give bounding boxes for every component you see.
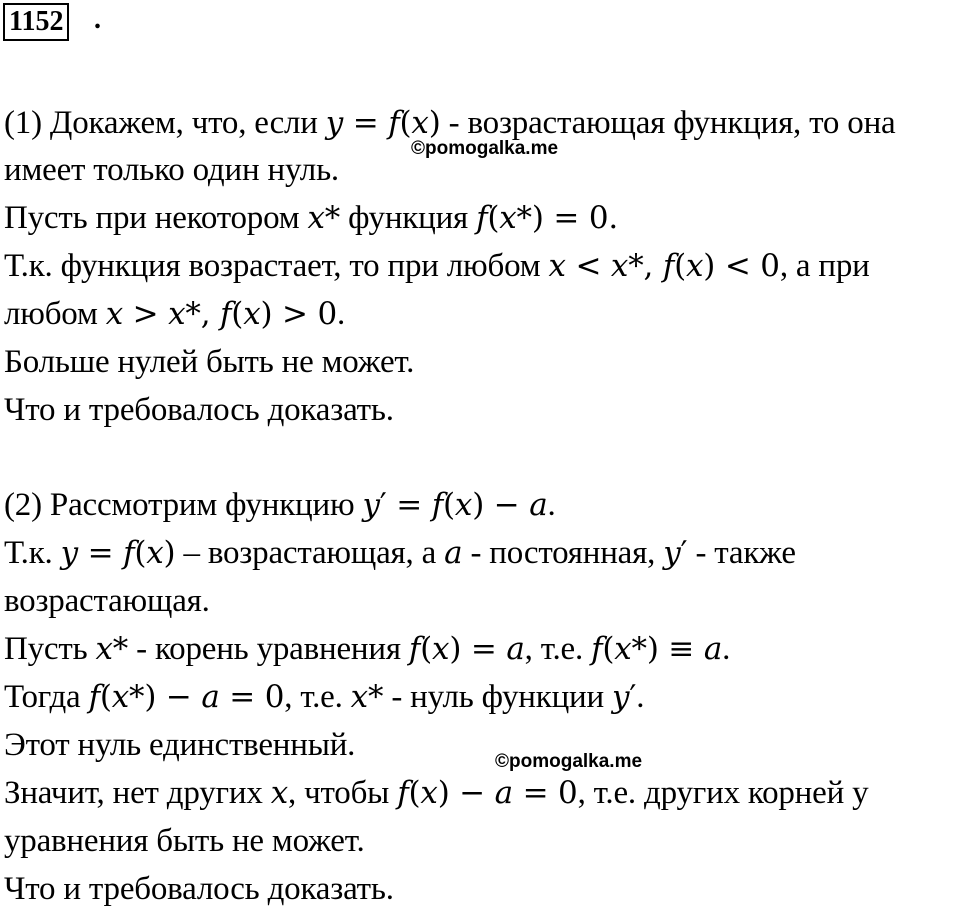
math-run: a <box>201 679 220 715</box>
math-run: = 0 <box>512 775 578 811</box>
math-run: f <box>662 248 675 284</box>
text-line <box>4 198 618 238</box>
math-run: = <box>77 535 124 571</box>
problem-number: 1152 <box>3 3 69 41</box>
text-line <box>4 725 355 765</box>
math-run: ( <box>399 105 412 141</box>
math-run: * <box>324 200 341 236</box>
text-line <box>4 533 796 573</box>
math-run: f <box>397 775 409 811</box>
text-run: - возрастающая функция, то она <box>440 105 896 141</box>
math-run: *, <box>628 248 663 284</box>
math-run: x <box>420 775 438 811</box>
math-run: x <box>432 631 450 667</box>
text-run: имеет только один нуль. <box>4 152 339 188</box>
text-line <box>4 629 730 669</box>
math-run: ) − <box>472 487 530 523</box>
text-run: . <box>337 296 346 332</box>
watermark: ©pomogalka.me <box>495 751 643 772</box>
math-run: x <box>105 296 124 332</box>
math-run: ) <box>428 105 441 141</box>
math-run: f <box>476 200 488 236</box>
math-run: * <box>367 679 384 715</box>
math-run: f <box>388 105 400 141</box>
math-run: ( <box>443 487 455 523</box>
text-run: - корень уравнения <box>128 631 409 667</box>
text-run: - также <box>687 535 796 571</box>
math-run: a <box>444 535 463 571</box>
math-run: x <box>350 679 368 715</box>
text-run: Что и требовалось доказать. <box>4 392 394 428</box>
math-run: *) ≡ <box>631 631 704 667</box>
text-run: , т.е. других корней у <box>577 775 869 811</box>
math-run: x <box>686 248 704 284</box>
text-run: (2) Рассмотрим функцию <box>4 487 363 523</box>
math-run: x <box>499 200 517 236</box>
math-run: x <box>111 679 130 715</box>
text-line <box>4 869 394 909</box>
text-line <box>4 390 394 430</box>
text-run: Этот нуль единственный. <box>4 727 356 763</box>
text-run: функция <box>340 200 477 236</box>
text-run: любом <box>4 296 106 332</box>
math-run: f <box>88 679 100 715</box>
math-run: ) < 0 <box>703 248 780 284</box>
math-run: f <box>591 631 603 667</box>
text-run: . <box>547 487 556 523</box>
math-run: f <box>408 631 421 667</box>
math-run: ( <box>134 535 147 571</box>
math-run: < <box>565 248 611 284</box>
text-run: . <box>722 631 731 667</box>
math-run: ( <box>602 631 615 667</box>
math-run: > <box>123 296 169 332</box>
math-run: x <box>411 105 429 141</box>
text-run: Т.к. функция возрастает, то при любом <box>4 248 549 284</box>
text-run: , т.е. <box>524 631 592 667</box>
text-line <box>4 150 339 190</box>
text-run: – возрастающая, а <box>175 535 445 571</box>
math-run: ′ = <box>379 487 432 523</box>
text-run: . <box>636 679 645 715</box>
math-run: x <box>610 248 629 284</box>
math-run: x <box>454 487 473 523</box>
math-run: y <box>663 535 681 571</box>
text-line <box>4 485 556 525</box>
text-line <box>4 821 365 861</box>
text-run: Значит, нет других <box>4 775 271 811</box>
problem-number-dot: . <box>94 4 101 35</box>
math-run: f <box>220 296 232 332</box>
math-run: ′ <box>629 679 637 715</box>
text-run: , а при <box>779 248 870 284</box>
text-line <box>4 246 870 286</box>
text-run: Больше нулей быть не может. <box>4 344 415 380</box>
text-line <box>4 103 896 143</box>
text-run: - нуль функции <box>383 679 613 715</box>
text-run: уравнения быть не может. <box>4 823 365 859</box>
math-run: x <box>548 248 566 284</box>
text-line <box>4 773 868 813</box>
text-run: Пусть при некотором <box>4 200 308 236</box>
math-run: f <box>431 487 443 523</box>
text-run: Т.к. <box>4 535 61 571</box>
math-run: ( <box>487 200 500 236</box>
math-run: ( <box>408 775 421 811</box>
math-run: x <box>270 775 288 811</box>
math-run: a <box>506 631 525 667</box>
math-run: y <box>325 105 344 141</box>
text-run: , т.е. <box>284 679 351 715</box>
math-run: a <box>529 487 548 523</box>
text-run: Что и требовалось доказать. <box>4 871 394 907</box>
math-run: x <box>614 631 632 667</box>
math-run: ) − <box>437 775 495 811</box>
math-run: x <box>307 200 325 236</box>
math-run: x <box>243 296 261 332</box>
math-run: a <box>703 631 723 667</box>
math-run: ) > 0 <box>260 296 338 332</box>
math-run: = 0 <box>219 679 285 715</box>
text-run: Тогда <box>4 679 89 715</box>
math-run: *) − <box>129 679 202 715</box>
math-run: x <box>146 535 164 571</box>
math-run: * <box>112 631 129 667</box>
math-run: ) = <box>449 631 507 667</box>
text-line <box>4 342 414 382</box>
math-run: ) <box>163 535 176 571</box>
text-run: (1) Докажем, что, если <box>4 105 326 141</box>
text-run: Пусть <box>4 631 96 667</box>
text-run: возрастающая. <box>4 583 210 619</box>
math-run: x <box>95 631 113 667</box>
math-run: = <box>343 105 389 141</box>
text-line <box>4 677 644 717</box>
text-line <box>4 294 345 334</box>
math-run: ( <box>231 296 244 332</box>
text-run: - постоянная, <box>462 535 664 571</box>
math-run: *) = 0. <box>516 200 619 236</box>
math-run: *, <box>185 296 221 332</box>
math-run: ( <box>420 631 433 667</box>
math-run: ( <box>99 679 112 715</box>
math-run: ′ <box>680 535 688 571</box>
math-run: y <box>612 679 630 715</box>
math-run: y <box>60 535 78 571</box>
math-run: f <box>123 535 135 571</box>
math-run: a <box>494 775 513 811</box>
math-run: ( <box>674 248 686 284</box>
math-run: y <box>362 487 380 523</box>
text-run: , чтобы <box>288 775 398 811</box>
text-line <box>4 581 210 621</box>
math-run: x <box>168 296 186 332</box>
watermark: ©pomogalka.me <box>411 138 559 159</box>
